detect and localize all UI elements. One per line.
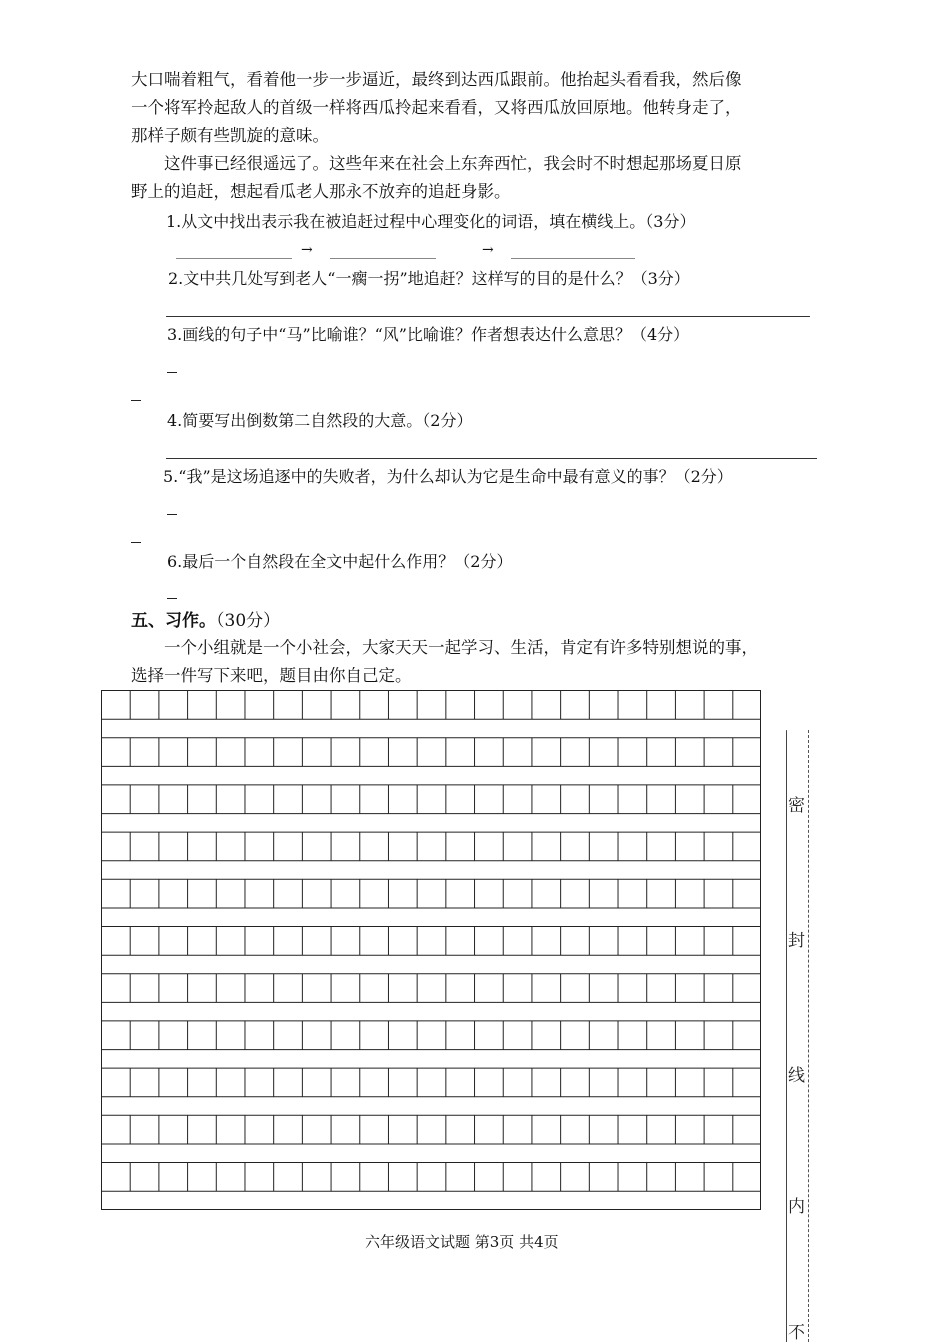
arrow-icon: → bbox=[301, 242, 313, 258]
answer-line-6[interactable] bbox=[167, 598, 177, 599]
section-5-score: （30分） bbox=[216, 611, 281, 631]
composition-grid[interactable] bbox=[101, 690, 761, 1210]
passage-line-4: 这件事已经很遥远了。这些年来在社会上东奔西忙，我会时不时想起那场夏日原 bbox=[164, 154, 742, 173]
section-5-heading bbox=[131, 608, 280, 634]
answer-blank-1b[interactable] bbox=[330, 258, 436, 259]
answer-line-5b[interactable] bbox=[131, 542, 141, 543]
question-3: 3.画线的句子中“马”比喻谁？“风”比喻谁？作者想表达什么意思？（4分） bbox=[167, 325, 690, 344]
seal-char-2: 封 bbox=[788, 931, 805, 951]
answer-line-3b[interactable] bbox=[131, 400, 141, 401]
answer-line-4[interactable] bbox=[166, 458, 817, 459]
seal-char-1: 密 bbox=[788, 796, 805, 816]
passage-line-2: 一个将军拎起敌人的首级一样将西瓜拎起来看看，又将西瓜放回原地。他转身走了， bbox=[131, 98, 742, 117]
answer-blank-1a[interactable] bbox=[176, 258, 292, 259]
seal-char-4: 内 bbox=[788, 1197, 805, 1217]
seal-char-5: 不 bbox=[788, 1323, 805, 1343]
page-footer: 六年级语文试题 第3页 共4页 bbox=[365, 1233, 559, 1251]
passage-line-5: 野上的追赶，想起看瓜老人那永不放弃的追赶身影。 bbox=[131, 182, 511, 201]
composition-prompt-line-2: 选择一件写下来吧，题目由你自己定。 bbox=[131, 666, 412, 685]
arrow-icon: → bbox=[482, 242, 494, 258]
answer-line-3a[interactable] bbox=[167, 372, 177, 373]
answer-line-2[interactable] bbox=[166, 316, 810, 317]
answer-line-5a[interactable] bbox=[167, 514, 177, 515]
section-5-title: 五、习作。 bbox=[131, 611, 216, 631]
question-5: 5.“我”是这场追逐中的失败者，为什么却认为它是生命中最有意义的事？（2分） bbox=[163, 467, 733, 486]
seal-char-3: 线 bbox=[788, 1066, 805, 1086]
seal-solid-line bbox=[786, 731, 787, 1342]
question-1: 1.从文中找出表示我在被追赶过程中心理变化的词语，填在横线上。（3分） bbox=[166, 212, 696, 231]
question-4: 4.简要写出倒数第二自然段的大意。（2分） bbox=[167, 411, 473, 430]
seal-dashed-line bbox=[808, 730, 810, 1342]
answer-blank-1c[interactable] bbox=[511, 258, 635, 259]
composition-prompt-line-1: 一个小组就是一个小社会，大家天天一起学习、生活，肯定有许多特别想说的事， bbox=[164, 638, 758, 657]
question-6: 6.最后一个自然段在全文中起什么作用？（2分） bbox=[167, 552, 513, 571]
passage-line-3: 那样子颇有些凯旋的意味。 bbox=[131, 126, 329, 145]
question-2: 2.文中共几处写到老人“一瘸一拐”地追赶？这样写的目的是什么？（3分） bbox=[168, 269, 690, 288]
passage-line-1: 大口喘着粗气，看着他一步一步逼近，最终到达西瓜跟前。他抬起头看看我，然后像 bbox=[131, 70, 742, 89]
